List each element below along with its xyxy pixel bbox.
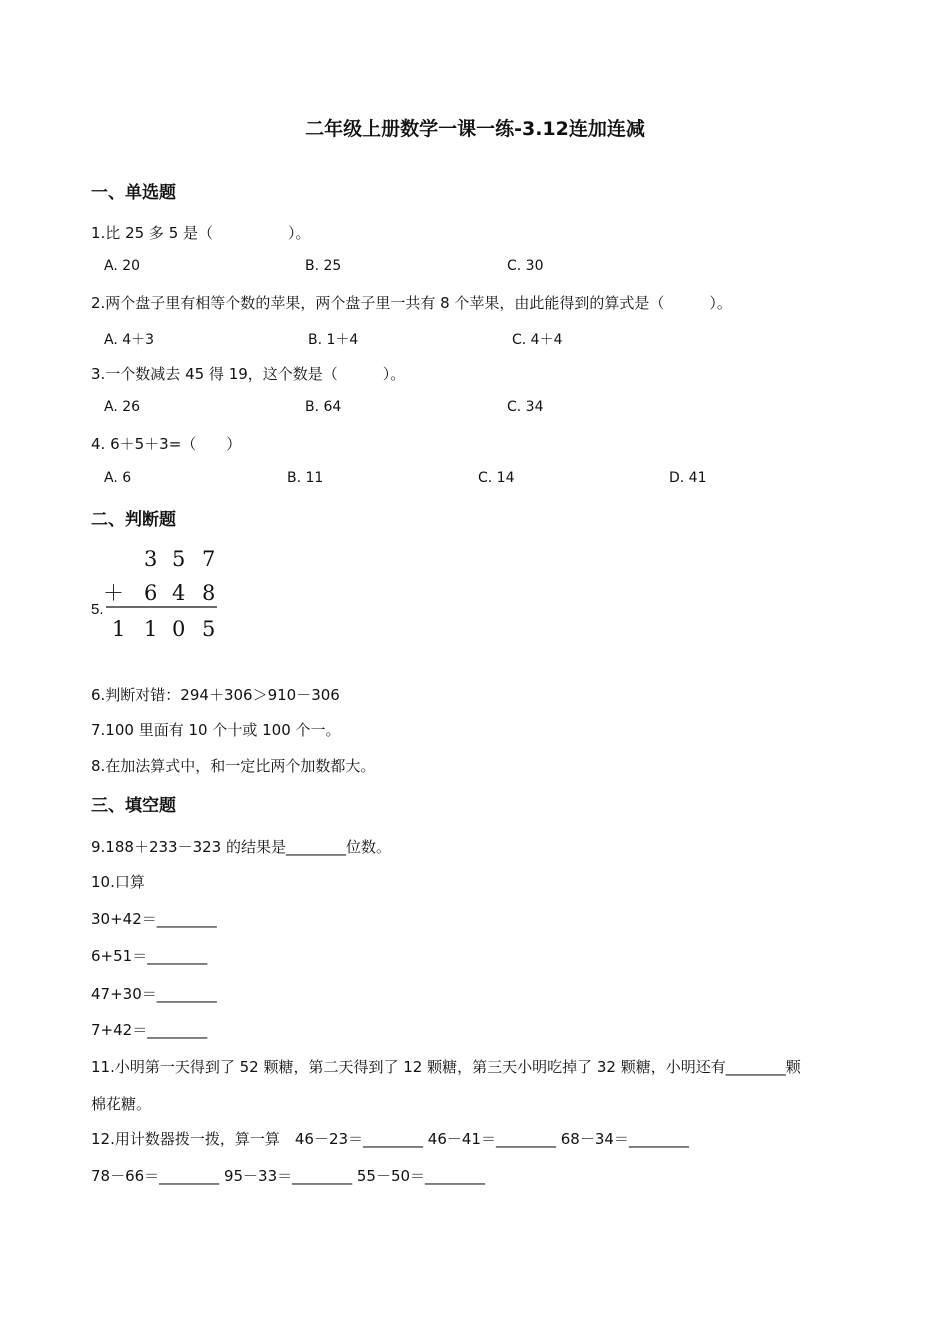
question-2: 2.两个盘子里有相等个数的苹果，两个盘子里一共有 8 个苹果，由此能得到的算式是（ ）。	[91, 294, 732, 312]
question-4: 4. 6＋5＋3=（ ）	[91, 435, 242, 453]
section-heading-single-choice: 一、单选题	[91, 183, 176, 203]
digit: 7	[202, 547, 216, 571]
q10-line: 6+51＝________	[91, 947, 208, 965]
question-11-continued: 棉花糖。	[91, 1095, 152, 1113]
question-12: 12.用计数器拨一拨，算一算 46－23＝________ 46－41＝________ 68－34＝________	[91, 1130, 689, 1148]
plus-sign: ＋	[103, 581, 124, 605]
digit: 5	[172, 547, 186, 571]
question-11: 11.小明第一天得到了 52 颗糖，第二天得到了 12 颗糖，第三天小明吃掉了 32 颗糖，小明还有________颗	[91, 1058, 801, 1076]
digit: 5	[202, 617, 216, 641]
q4-option-b[interactable]: B. 11	[287, 470, 324, 486]
question-10: 10.口算	[91, 873, 145, 891]
q3-option-b[interactable]: B. 64	[305, 399, 342, 415]
question-1: 1.比 25 多 5 是（ ）。	[91, 224, 311, 242]
digit: 8	[202, 581, 216, 605]
vertical-addition	[91, 546, 241, 646]
digit: 1	[144, 617, 158, 641]
digit: 1	[112, 617, 126, 641]
page-title: 二年级上册数学一课一练-3.12连加连减	[305, 118, 645, 140]
section-heading-fill-in: 三、填空题	[91, 796, 176, 816]
q10-line: 7+42＝________	[91, 1021, 208, 1039]
q1-option-a[interactable]: A. 20	[104, 258, 141, 274]
q4-option-c[interactable]: C. 14	[478, 470, 515, 486]
question-3: 3.一个数减去 45 得 19，这个数是（ ）。	[91, 365, 406, 383]
q4-option-a[interactable]: A. 6	[104, 470, 132, 486]
digit: 6	[144, 581, 158, 605]
question-12-continued: 78－66＝________ 95－33＝________ 55－50＝________	[91, 1167, 486, 1185]
q2-option-c[interactable]: C. 4＋4	[512, 332, 563, 348]
q4-option-d[interactable]: D. 41	[669, 470, 707, 486]
q1-option-c[interactable]: C. 30	[507, 258, 544, 274]
section-heading-true-false: 二、判断题	[91, 510, 176, 530]
q10-line: 30+42＝________	[91, 910, 217, 928]
question-7: 7.100 里面有 10 个十或 100 个一。	[91, 721, 341, 739]
digit: 3	[144, 547, 158, 571]
q3-option-a[interactable]: A. 26	[104, 399, 141, 415]
q1-option-b[interactable]: B. 25	[305, 258, 342, 274]
q2-option-a[interactable]: A. 4＋3	[104, 332, 155, 348]
q3-option-c[interactable]: C. 34	[507, 399, 544, 415]
q2-option-b[interactable]: B. 1＋4	[308, 332, 359, 348]
digit: 0	[172, 617, 186, 641]
question-9: 9.188＋233－323 的结果是________位数。	[91, 838, 391, 856]
question-6: 6.判断对错：294＋306＞910－306	[91, 686, 340, 704]
digit: 4	[172, 581, 186, 605]
q10-line: 47+30＝________	[91, 985, 217, 1003]
question-5-label: 5.	[91, 601, 104, 618]
question-8: 8.在加法算式中，和一定比两个加数都大。	[91, 757, 376, 775]
